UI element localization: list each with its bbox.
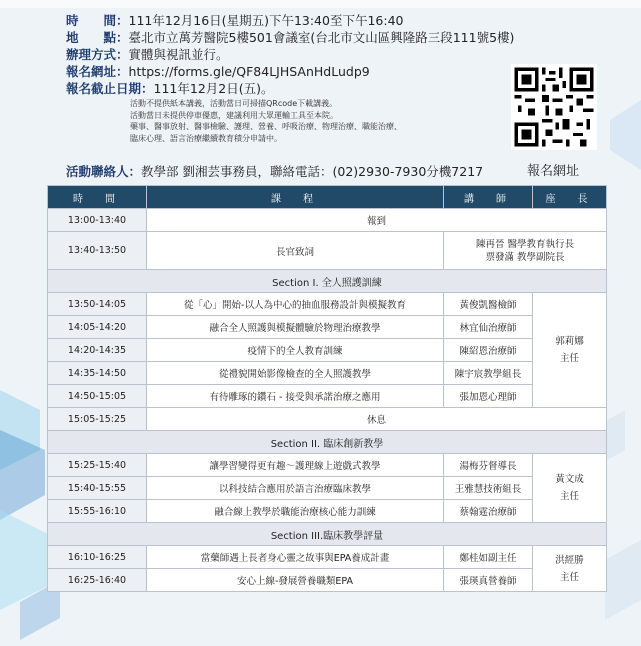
note-line: 藥事、醫事放射、醫事檢驗、護理、營養、呼吸治療、物理治療、職能治療、 bbox=[130, 122, 402, 131]
table-row bbox=[48, 500, 607, 523]
deadline-row: 報名截止日期：111年12月2日(五)。 bbox=[66, 81, 274, 96]
notes bbox=[130, 98, 506, 144]
speaker-cell: 蔡翰霆治療師 bbox=[444, 500, 533, 523]
course-cell: 融合全人照護與模擬體驗於物理治療教學 bbox=[147, 316, 444, 339]
table-row bbox=[48, 454, 607, 477]
time-cell: 13:40-13:50 bbox=[48, 232, 147, 270]
time-row: 時 間：111年12月16日(星期五)下午13:40至下午16:40 bbox=[66, 13, 404, 28]
course-cell: 讓學習變得更有趣～護理線上遊戲式教學 bbox=[147, 454, 444, 477]
qr-caption: 報名網址 bbox=[527, 164, 580, 179]
course-cell: 融合線上教學於職能治療核心能力訓練 bbox=[147, 500, 444, 523]
header-time: 時 間 bbox=[48, 186, 147, 209]
speaker-cell: 鄭桂如副主任 bbox=[444, 546, 533, 569]
course-cell: 休息 bbox=[147, 408, 607, 431]
course-cell: 安心上線-發展營養職類EPA bbox=[147, 569, 444, 592]
time-cell: 14:20-14:35 bbox=[48, 339, 147, 362]
chair-cell bbox=[533, 293, 607, 408]
table-row bbox=[48, 339, 607, 362]
chair-name: 洪經勝 bbox=[555, 554, 584, 566]
time-cell: 14:05-14:20 bbox=[48, 316, 147, 339]
time-cell: 15:40-15:55 bbox=[48, 477, 147, 500]
chair-title: 主任 bbox=[559, 353, 579, 364]
schedule-table bbox=[47, 185, 607, 592]
speaker-cell: 黃俊凱醫檢師 bbox=[444, 293, 533, 316]
section-title: Section III.臨床教學評量 bbox=[48, 523, 607, 546]
registration-link[interactable]: https://forms.gle/QF84LJHSAnHdLudp9 bbox=[128, 64, 370, 79]
header-speaker: 講 師 bbox=[444, 186, 533, 209]
course-cell: 從禮貌開始影像檢查的全人照護教學 bbox=[147, 362, 444, 385]
time-cell: 15:55-16:10 bbox=[48, 500, 147, 523]
speaker-cell: 林宜仙治療師 bbox=[444, 316, 533, 339]
speaker-name: 票發滿 教學副院長 bbox=[485, 251, 565, 263]
url-row: 報名網址：https://forms.gle/QF84LJHSAnHdLudp9 bbox=[66, 64, 370, 79]
table-row bbox=[48, 569, 607, 592]
chair-name: 郭莉娜 bbox=[555, 336, 584, 347]
speaker-cell: 張瑛真營養師 bbox=[444, 569, 533, 592]
table-row bbox=[48, 316, 607, 339]
course-cell: 以科技結合應用於語言治療臨床教學 bbox=[147, 477, 444, 500]
table-row bbox=[48, 209, 607, 232]
note-line: 臨床心理、語言治療繼續教育積分申請中。 bbox=[130, 133, 282, 143]
section-title: Section II. 臨床創新教學 bbox=[48, 431, 607, 454]
place-row: 地 點：臺北市立萬芳醫院5樓501會議室(台北市文山區興隆路三段111號5樓) bbox=[66, 30, 515, 45]
time-cell: 14:50-15:05 bbox=[48, 385, 147, 408]
time-cell: 15:05-15:25 bbox=[48, 408, 147, 431]
speaker-cell: 王雅慧技術組長 bbox=[444, 477, 533, 500]
time-cell: 16:10-16:25 bbox=[48, 546, 147, 569]
course-cell: 長官致詞 bbox=[147, 232, 444, 270]
table-row bbox=[48, 232, 607, 270]
speaker-name: 陳再晉 醫學教育執行長 bbox=[475, 238, 575, 250]
speaker-cell: 湯梅芬督導長 bbox=[444, 454, 533, 477]
event-info bbox=[66, 12, 515, 144]
table-header bbox=[48, 186, 607, 209]
chair-title: 主任 bbox=[559, 491, 579, 502]
speaker-cell: 陳紹恩治療師 bbox=[444, 339, 533, 362]
course-cell: 報到 bbox=[147, 209, 607, 232]
section-title: Section I. 全人照護訓練 bbox=[48, 270, 607, 293]
section-row bbox=[48, 431, 607, 454]
speaker-cell: 陳宇宸教學組長 bbox=[444, 362, 533, 385]
header-chair: 座 長 bbox=[533, 186, 607, 209]
table-row bbox=[48, 362, 607, 385]
speaker-cell: 張加恩心理師 bbox=[444, 385, 533, 408]
course-cell: 從「心」開始-以人為中心的抽血服務設計與模擬教育 bbox=[147, 293, 444, 316]
table-row bbox=[48, 546, 607, 569]
method-row: 辦理方式：實體與視訊並行。 bbox=[66, 47, 229, 62]
chair-cell bbox=[533, 454, 607, 523]
time-cell: 13:50-14:05 bbox=[48, 293, 147, 316]
table-row bbox=[48, 293, 607, 316]
course-cell: 疫情下的全人教育訓練 bbox=[147, 339, 444, 362]
table-row bbox=[48, 408, 607, 431]
time-cell: 16:25-16:40 bbox=[48, 569, 147, 592]
time-cell: 13:00-13:40 bbox=[48, 209, 147, 232]
chair-name: 黃文成 bbox=[555, 474, 584, 485]
time-cell: 15:25-15:40 bbox=[48, 454, 147, 477]
speaker-cell bbox=[444, 232, 607, 270]
header-course: 課 程 bbox=[147, 186, 444, 209]
course-cell: 有待雕琢的鑽石 - 接受與承諾治療之應用 bbox=[147, 385, 444, 408]
table-row bbox=[48, 385, 607, 408]
chair-cell bbox=[533, 546, 607, 592]
qr-code[interactable] bbox=[511, 64, 597, 150]
note-line: 活動不提供紙本講義，活動當日可掃描QRcode下載講義。 bbox=[130, 99, 338, 108]
section-row bbox=[48, 523, 607, 546]
contact-row: 活動聯絡人：教學部 劉湘芸事務員，聯絡電話：(02)2930-7930分機7217 bbox=[66, 164, 484, 179]
course-cell: 當藥師遇上長者身心靈之故事與EPA養成計畫 bbox=[147, 546, 444, 569]
section-row bbox=[48, 270, 607, 293]
table-row bbox=[48, 477, 607, 500]
time-cell: 14:35-14:50 bbox=[48, 362, 147, 385]
chair-title: 主任 bbox=[559, 571, 579, 583]
note-line: 活動當日未提供停車優惠，建議利用大眾運輸工具至本院。 bbox=[130, 110, 338, 120]
